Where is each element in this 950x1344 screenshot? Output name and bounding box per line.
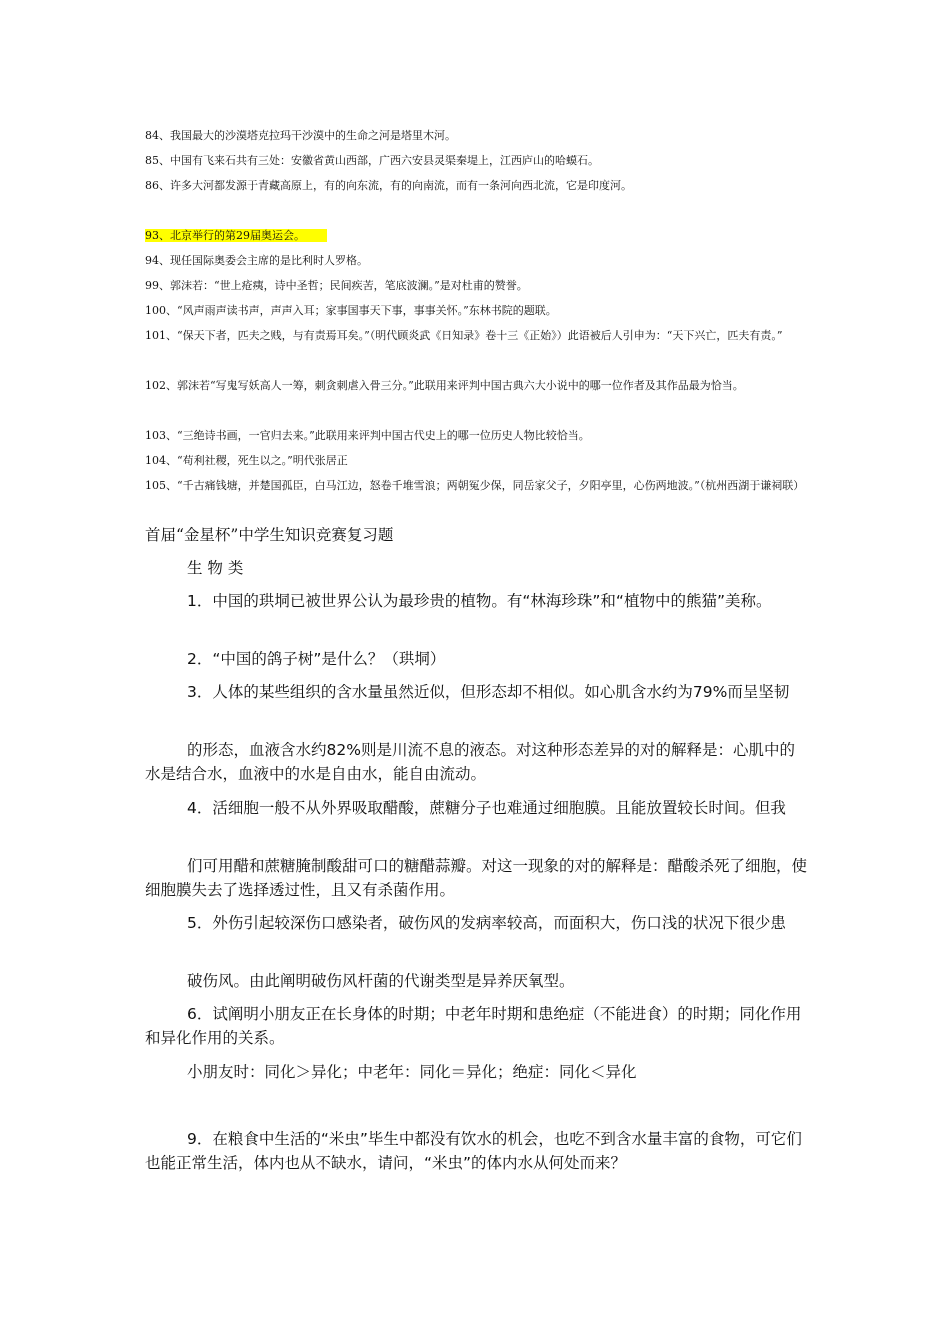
bio-item-4: 4．活细胞一般不从外界吸取醋酸，蔗糖分子也难通过细胞膜。且能放置较长时间。但我 [187,799,786,817]
quiz-item-99: 99、郭沫若：“世上疮痍，诗中圣哲；民间疾苦，笔底波澜。”是对杜甫的赞誉。 [145,279,528,292]
quiz-item-85: 85、中国有飞来石共有三处：安徽省黄山西部，广西六安县灵渠秦堤上，江西庐山的哈蟆石。 [145,154,599,167]
section-category: 生 物 类 [187,559,244,577]
quiz-item-102: 102、郭沫若“写鬼写妖高人一筹，刺贪刺虐入骨三分。”此联用来评判中国古典六大小说中的哪一位作者及其作品最为恰当。 [145,379,744,392]
quiz-item-86: 86、许多大河都发源于青藏高原上，有的向东流，有的向南流，而有一条河向西北流，它是印度河。 [145,179,632,192]
bio-item-3: 3．人体的某些组织的含水量虽然近似，但形态却不相似。如心肌含水约为79%而呈坚韧 [187,683,790,701]
quiz-item-103: 103、“三绝诗书画，一官归去来。”此联用来评判中国古代史上的哪一位历史人物比较恰当。 [145,429,590,442]
bio-item-5-cont: 破伤风。由此阐明破伤风杆菌的代谢类型是异养厌氧型。 [187,972,575,990]
bio-item-6-answer: 小朋友时：同化＞异化；中老年：同化＝异化；绝症：同化＜异化 [187,1063,637,1081]
quiz-item-100: 100、“风声雨声读书声，声声入耳；家事国事天下事，事事关怀。”东林书院的题联。 [145,304,557,317]
bio-item-2: 2．“中国的鸽子树”是什么？（珙垌） [187,650,446,668]
bio-item-5: 5．外伤引起较深伤口感染者，破伤风的发病率较高，而面积大，伤口浅的状况下很少患 [187,914,786,932]
quiz-item-93 [145,224,813,248]
bio-item-3-cont: 的形态，血液含水约82%则是川流不息的液态。对这种形态差异的对的解释是：心肌中的水是结合水，血液中的水是自由水，能自由流动。 [145,741,795,783]
quiz-item-105: 105、“千古痛钱塘，并楚国孤臣，白马江边，怒卷千堆雪浪；两朝冤少保，同岳家父子，夕阳亭里，心伤两地波。”（杭州西湖于谦祠联） [145,479,805,492]
section-title: 首届“金星杯”中学生知识竞赛复习题 [145,526,394,544]
bio-item-6: 6．试阐明小朋友正在长身体的时期；中老年时期和患绝症（不能进食）的时期；同化作用和异化作用的关系。 [145,1005,802,1047]
bio-item-1: 1．中国的珙垌已被世界公认为最珍贵的植物。有“林海珍珠”和“植物中的熊猫”美称。 [187,592,772,610]
quiz-item-104: 104、“苟利社稷，死生以之。”明代张居正 [145,454,348,467]
quiz-item-84: 84、我国最大的沙漠塔克拉玛干沙漠中的生命之河是塔里木河。 [145,129,456,142]
bio-item-4-cont: 们可用醋和蔗糖腌制酸甜可口的糖醋蒜瓣。对这一现象的对的解释是：醋酸杀死了细胞，使细胞膜失去了选择透过性，且又有杀菌作用。 [145,857,808,899]
quiz-item-101: 101、“保天下者，匹夫之贱，与有责焉耳矣。”（明代顾炎武《日知录》卷十三《正始》）此语被后人引申为：“天下兴亡，匹夫有责。” [145,329,783,342]
bio-item-9: 9．在粮食中生活的“米虫”毕生中都没有饮水的机会，也吃不到含水量丰富的食物，可它们也能正常生活，体内也从不缺水，请问，“米虫”的体内水从何处而来？ [145,1130,802,1172]
quiz-item-94: 94、现任国际奥委会主席的是比利时人罗格。 [145,254,368,267]
highlighted-text: 93、北京举行的第29届奥运会。 [145,229,327,242]
